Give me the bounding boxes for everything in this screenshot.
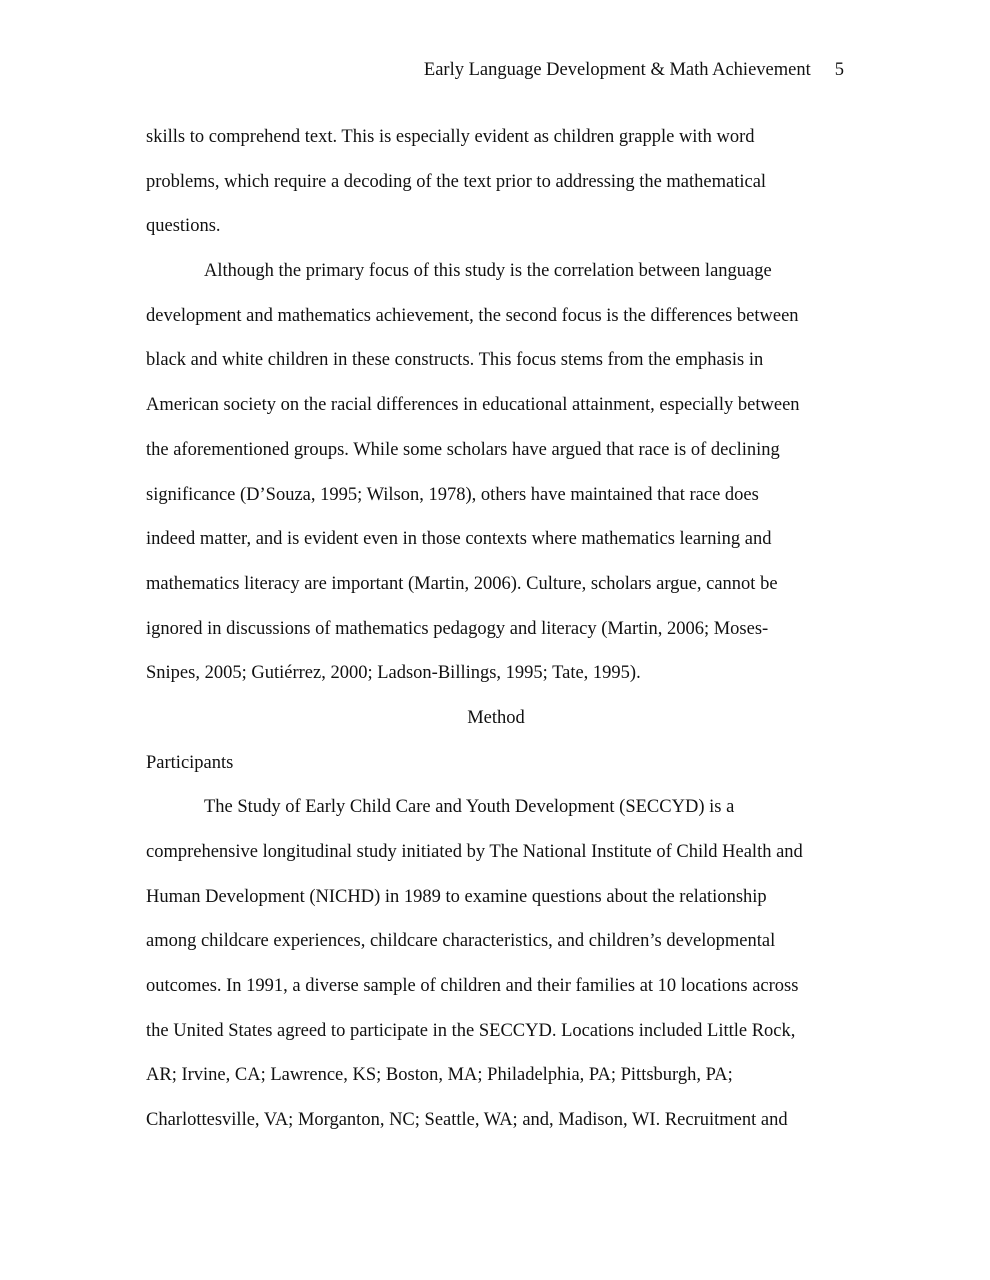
text-line: Human Development (NICHD) in 1989 to examine questions about the relationship	[146, 886, 767, 907]
section-heading: Method	[467, 707, 525, 728]
text-line: Charlottesville, VA; Morganton, NC; Seattle, WA; and, Madison, WI. Recruitment and	[146, 1110, 788, 1131]
text-line: Snipes, 2005; Gutiérrez, 2000; Ladson-Billings, 1995; Tate, 1995).	[146, 663, 641, 684]
running-head	[424, 58, 844, 82]
text-line: among childcare experiences, childcare characteristics, and children’s developmental	[146, 931, 776, 952]
text-line: outcomes. In 1991, a diverse sample of children and their families at 10 locations across	[146, 976, 799, 997]
running-title: Early Language Development & Math Achievement	[423, 60, 811, 80]
text-line: indeed matter, and is evident even in those contexts where mathematics learning and	[146, 529, 772, 550]
text-line: AR; Irvine, CA; Lawrence, KS; Boston, MA; Philadelphia, PA; Pittsburgh, PA;	[146, 1065, 733, 1086]
text-line: American society on the racial differences in educational attainment, especially between	[146, 395, 800, 416]
text-line: the aforementioned groups. While some scholars have argued that race is of declining	[146, 439, 780, 460]
text-line: comprehensive longitudinal study initiated by The National Institute of Child Health and	[146, 842, 803, 862]
text-line: the United States agreed to participate in the SECCYD. Locations included Little Rock,	[146, 1020, 796, 1041]
text-line: problems, which require a decoding of the text prior to addressing the mathematical	[146, 171, 767, 192]
text-line: mathematics literacy are important (Martin, 2006). Culture, scholars argue, cannot be	[146, 573, 778, 594]
text-line: development and mathematics achievement, the second focus is the differences between	[146, 305, 799, 326]
paragraph-first-line: Although the primary focus of this study is the correlation between language	[204, 261, 772, 282]
text-line: questions.	[146, 216, 221, 237]
page-number: 5	[834, 60, 844, 80]
text-line: black and white children in these constructs. This focus stems from the emphasis in	[146, 350, 764, 371]
paragraph-first-line: The Study of Early Child Care and Youth Development (SECCYD) is a	[204, 797, 735, 818]
body-text	[146, 115, 846, 1143]
text-line: ignored in discussions of mathematics pedagogy and literacy (Martin, 2006; Moses-	[146, 618, 769, 639]
subsection-heading: Participants	[146, 752, 234, 773]
text-line: skills to comprehend text. This is especially evident as children grapple with word	[146, 127, 755, 147]
text-line: significance (D’Souza, 1995; Wilson, 1978), others have maintained that race does	[146, 484, 759, 505]
